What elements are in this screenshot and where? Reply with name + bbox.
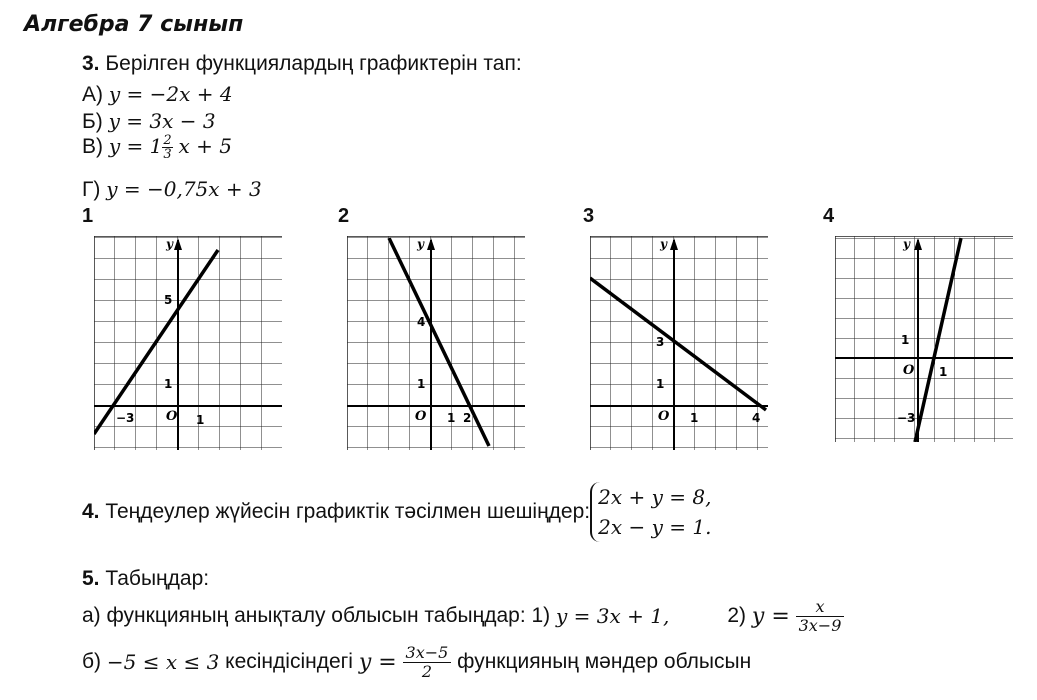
tick-label: 1 xyxy=(901,333,910,347)
tick-label: 1 xyxy=(164,377,173,391)
task5-b-prefix: б) xyxy=(82,650,102,673)
tick-label: 2 xyxy=(463,411,472,425)
task3-line xyxy=(82,52,522,76)
task5-b-text1: кесіндісіндегі xyxy=(225,650,353,673)
option-v xyxy=(82,134,232,161)
task5-b-fraction xyxy=(403,644,452,681)
graph-1 xyxy=(94,236,282,450)
page-title: Алгебра 7 сынып xyxy=(24,12,244,37)
task5-line xyxy=(82,567,209,591)
graph-4 xyxy=(835,236,1013,442)
graph-2-label: 2 xyxy=(338,205,350,227)
task4-number: 4. xyxy=(82,500,100,523)
option-a xyxy=(82,82,233,107)
option-b-letter: Б) xyxy=(82,110,103,133)
origin-label: O xyxy=(166,409,178,424)
tick-label: 4 xyxy=(752,411,761,425)
option-g-formula: y = −0,75x + 3 xyxy=(106,177,262,201)
equation-1: 2x + y = 8, xyxy=(598,485,712,509)
task5-b-text2: функцияның мәндер облысын xyxy=(457,650,752,673)
option-a-letter: А) xyxy=(82,83,103,106)
task5-a-frac-den: 3x−9 xyxy=(796,616,845,635)
y-axis-label: y xyxy=(417,237,424,251)
option-b xyxy=(82,109,216,134)
tick-label: −3 xyxy=(116,411,135,425)
task4-line xyxy=(82,482,711,542)
tick-label: 1 xyxy=(939,365,948,379)
option-v-fraction xyxy=(162,134,172,161)
tick-label: 4 xyxy=(417,315,426,329)
option-v-formula-prefix: y = 1 xyxy=(108,134,163,159)
task5-b-frac-num: 3x−5 xyxy=(405,642,449,662)
task5-a-frac-num: x xyxy=(815,596,825,616)
task3-number: 3. xyxy=(82,52,100,75)
graph-3-label: 3 xyxy=(583,205,595,227)
tick-label: 1 xyxy=(417,377,426,391)
task5-a-fraction xyxy=(796,598,845,635)
option-g-letter: Г) xyxy=(82,178,101,201)
tick-label: 1 xyxy=(656,377,665,391)
option-v-frac-num: 2 xyxy=(163,133,172,148)
y-axis-label: y xyxy=(166,237,173,251)
tick-label: 3 xyxy=(656,335,665,349)
y-axis-label: y xyxy=(660,237,667,251)
task5-b-line xyxy=(82,638,751,686)
option-v-frac-den: 3 xyxy=(163,147,172,162)
task5-b-frac-den: 2 xyxy=(403,662,452,681)
task5-a-formula2-lhs: y = xyxy=(751,603,790,629)
task5-number: 5. xyxy=(82,567,100,590)
option-g xyxy=(82,177,262,202)
graph-2 xyxy=(347,236,525,450)
tick-label: 5 xyxy=(164,293,173,307)
task5-prompt: Табыңдар: xyxy=(105,567,210,590)
graph-3 xyxy=(590,236,768,450)
tick-label: 1 xyxy=(447,411,456,425)
origin-label: O xyxy=(903,363,915,378)
task4-prompt: Теңдеулер жүйесін графиктік тәсілмен шешіңдер: xyxy=(105,500,591,523)
option-b-formula: y = 3x − 3 xyxy=(108,109,216,133)
origin-label: O xyxy=(658,409,670,424)
task5-b-range: −5 ≤ x ≤ 3 xyxy=(106,650,220,674)
equation-system xyxy=(590,482,711,542)
option-a-formula: y = −2x + 4 xyxy=(108,82,233,106)
tick-label: 1 xyxy=(690,411,699,425)
task5-b-formula-lhs: y = xyxy=(358,649,397,675)
grid xyxy=(835,236,1013,442)
task5-a-formula1: y = 3x + 1, xyxy=(556,604,670,628)
tick-label: −3 xyxy=(897,411,916,425)
option-v-formula-suffix: x + 5 xyxy=(178,134,232,159)
task5-a-text: а) функцияның анықталу облысын табыңдар: 1) xyxy=(82,604,551,627)
origin-label: O xyxy=(415,409,427,424)
equation-2: 2x − y = 1. xyxy=(598,515,712,539)
task5-a-part2: 2) xyxy=(727,604,747,627)
graph-1-label: 1 xyxy=(82,205,94,227)
graph-4-label: 4 xyxy=(823,205,835,227)
option-v-letter: В) xyxy=(82,135,103,159)
grid xyxy=(347,236,525,450)
task3-prompt: Берілген функциялардың графиктерін тап: xyxy=(105,52,522,75)
task5-a-line xyxy=(82,594,844,638)
tick-label: 1 xyxy=(196,413,205,427)
y-axis-label: y xyxy=(903,237,910,251)
